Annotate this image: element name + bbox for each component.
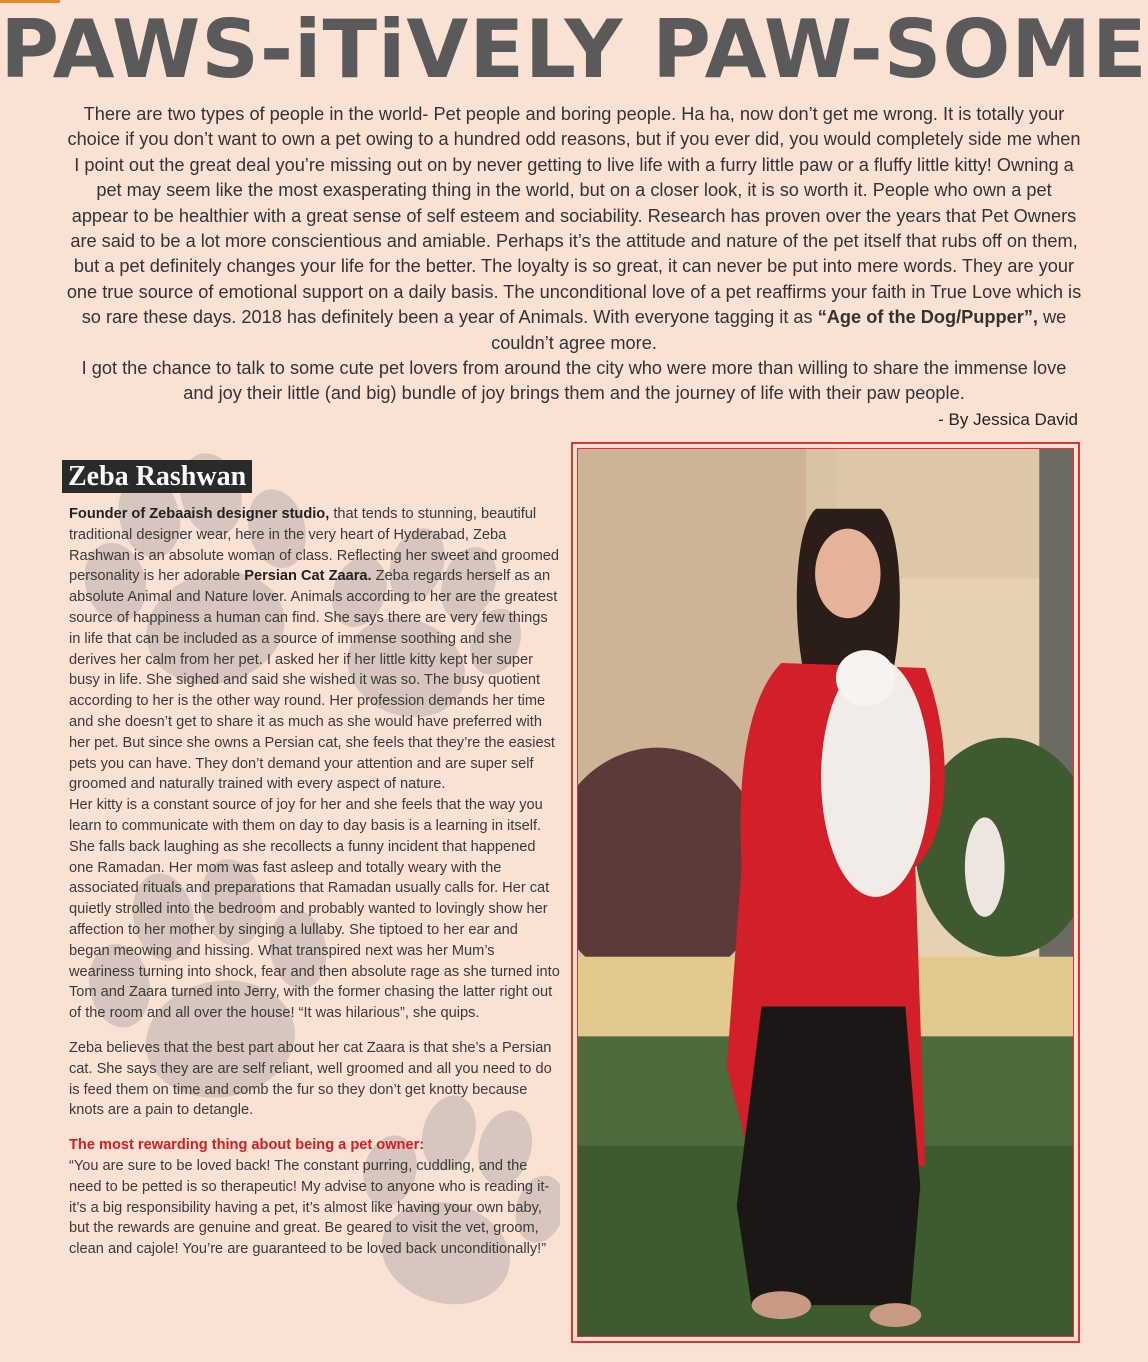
intro-paragraph-2: I got the chance to talk to some cute pet lovers from around the city who were more than willing to share the immense love and joy their little (and big) bundle of joy brings them and the journey of life with their paw people. [81,358,1067,404]
profile-paragraph-1: Founder of Zebaaish designer studio, that tends to stunning, beautiful traditional designer wear, here in the very heart of Hyderabad, Zeba Rashwan is an absolute woman of class. Reflecting her sweet and groomed personality is her adorable Persian Cat Zaara. Zeba regards herself as an absolute Animal and Nature lover. Animals according to her are the greatest source of happiness a human can find. She says there are very few things in life that can be included as a source of immense soothing and she derives her calm from her pet. I asked her if her little kitty kept her super busy in life. She sighed and said she wished it was so. The busy quotient according to her is the other way round. Her profession demands her time and she doesn’t get to share it as much as she would have preferred with her pet. But since she owns a Persian cat, she feels that they’re the easiest pets you can have. They don’t demand your attention and are super self groomed and naturally trained with every aspect of nature. [69,506,559,793]
profile-article [69,504,561,1260]
profile-paragraph-3: Zeba believes that the best part about her cat Zaara is that she’s a Persian cat. She says they are are self reliant, well groomed and all you need to do is feed them on time and comb the fur so they don’t get knotty because knots are a pain to detangle. [69,1039,552,1119]
profile-photo-frame [571,442,1080,1343]
rewarding-heading: The most rewarding thing about being a pet owner: [69,1137,425,1154]
profile-name: Zeba Rashwan [62,460,252,493]
intro-text [66,102,1082,407]
intro-paragraph-1: There are two types of people in the world- Pet people and boring people. Ha ha, now don’t get me wrong. It is totally your choice if you don’t want to own a pet owing to a hundred odd reasons, but if you ever did, you would completely side me when I point out the great deal you’re missing out on by never getting to live life with a furry little paw or a fluffy little kitty! Owning a pet may seem like the most exasperating thing in the world, but on a closer look, it is so worth it. People who own a pet appear to be healthier with a great sense of self esteem and sociability. Research has proven over the years that Pet Owners are said to be a lot more conscientious and amiable. Perhaps it’s the attitude and nature of the pet itself that rubs off on them, but a pet definitely changes your life for the better. The loyalty is so great, it can never be put into mere words. They are your one true source of emotional support on a daily basis. The unconditional love of a pet reaffirms your faith in True Love which is so rare these days. 2018 has definitely been a year of Animals. With everyone tagging it as “Age of the Dog/Pupper”, we couldn’t agree more. [66,104,1082,353]
profile-paragraph-2: Her kitty is a constant source of joy for her and she feels that the way you learn to communicate with them on day to day basis is a learning in itself. She falls back laughing as she recollects a funny incident that happened one Ramadan. Her mom was fast asleep and totally weary with the associated rituals and preparations that Ramadan usually calls for. Her cat quietly strolled into the bedroom and probably wanted to lovingly show her affection to her mother by singing a lullaby. She tiptoed to her ear and began meowing and hissing. What transpired next was her Mum’s weariness turning into shock, fear and then absolute rage as she turned into Tom and Zaara turned into Jerry, with the former chasing the latter right out of the room and all over the house! “It was hilarious”, she quips. [69,797,560,1022]
rewarding-quote: “You are sure to be loved back! The constant purring, cuddling, and the need to be petted is so therapeutic! My advise to anyone who is reading it- it’s a big responsibility having a pet, it’s almost like having your own baby, but the rewards are genuine and great. Be geared to visit the vet, groom, clean and cajole! You’re are guaranteed to be loved back unconditionally!” [69,1157,550,1258]
byline: - By Jessica David [938,410,1078,429]
page-title: PAWS-iTiVELY PAW-SOME [0,3,1148,96]
profile-photo [577,448,1074,1337]
